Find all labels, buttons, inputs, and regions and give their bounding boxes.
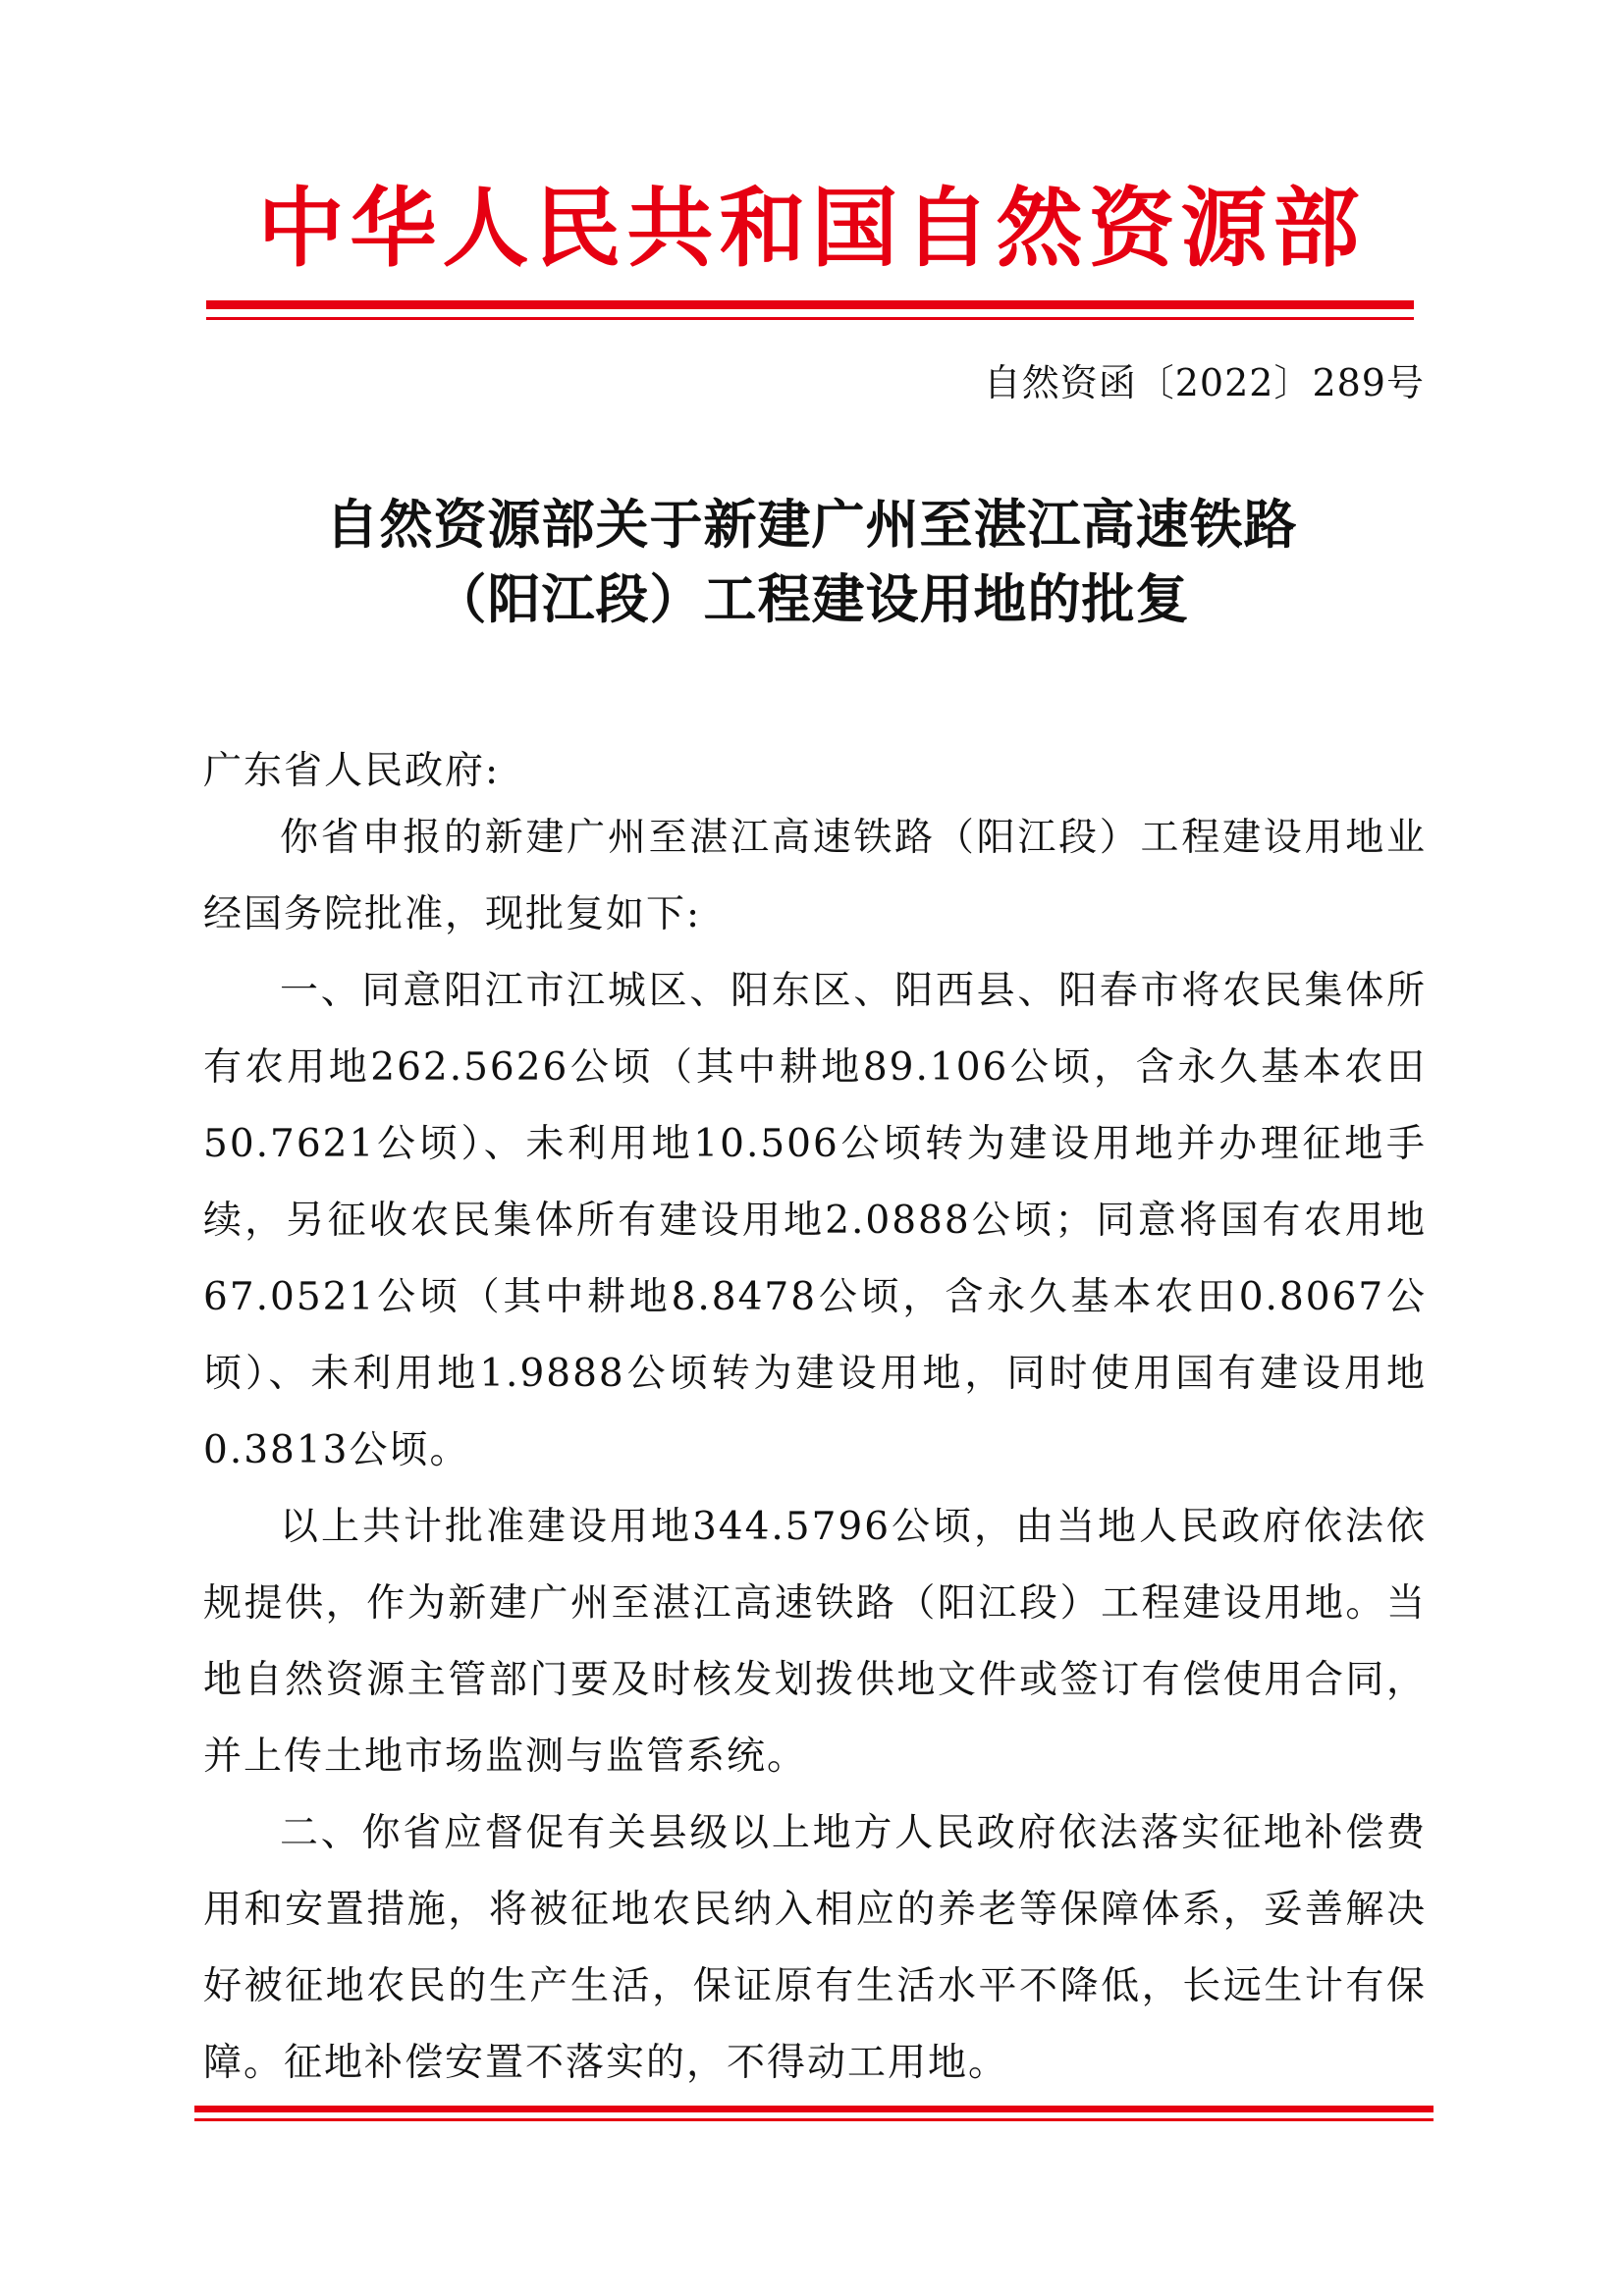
document-body xyxy=(203,800,1427,2102)
footer-divider-thick xyxy=(194,2106,1434,2112)
document-title xyxy=(0,488,1623,637)
paragraph-intro: 你省申报的新建广州至湛江高速铁路（阳江段）工程建设用地业经国务院批准，现批复如下: xyxy=(203,816,1427,936)
paragraph-item-2: 二、你省应督促有关县级以上地方人民政府依法落实征地补偿费用和安置措施，将被征地农民纳入相应的养老等保障体系，妥善解决好被征地农民的生产生活，保证原有生活水平不降低，长远生计有保障。征地补偿安置不落实的，不得动工用地。 xyxy=(203,1811,1427,2085)
title-line-2: （阳江段）工程建设用地的批复 xyxy=(433,568,1190,630)
document-number: 自然资函〔2022〕289号 xyxy=(983,361,1425,404)
paragraph-total: 以上共计批准建设用地344.5796公顷，由当地人民政府依法依规提供，作为新建广州至湛江高速铁路（阳江段）工程建设用地。当地自然资源主管部门要及时核发划拨供地文件或签订有偿使用合同，并上传土地市场监测与监管系统。 xyxy=(203,1505,1427,1779)
header-divider-thick xyxy=(206,300,1414,309)
salutation: 广东省人民政府: xyxy=(203,749,501,793)
paragraph-item-1: 一、同意阳江市江城区、阳东区、阳西县、阳春市将农民集体所有农用地262.5626公顷（其中耕地89.106公顷，含永久基本农田50.7621公顷）、未利用地10.506公顷转为建设用地并办理征地手续，另征收农民集体所有建设用地2.0888公顷；同意将国有农用地67.0521公顷（其中耕地8.8478公顷，含永久基本农田0.8067公顷）、未利用地1.9888公顷转为建设用地，同时使用国有建设用地0.3813公顷。 xyxy=(203,969,1427,1472)
header-divider-thin xyxy=(206,317,1414,320)
footer-divider-thin xyxy=(194,2118,1434,2121)
ministry-masthead: 中华人民共和国自然资源部 xyxy=(257,178,1366,279)
title-line-1: 自然资源部关于新建广州至湛江高速铁路 xyxy=(325,494,1298,556)
